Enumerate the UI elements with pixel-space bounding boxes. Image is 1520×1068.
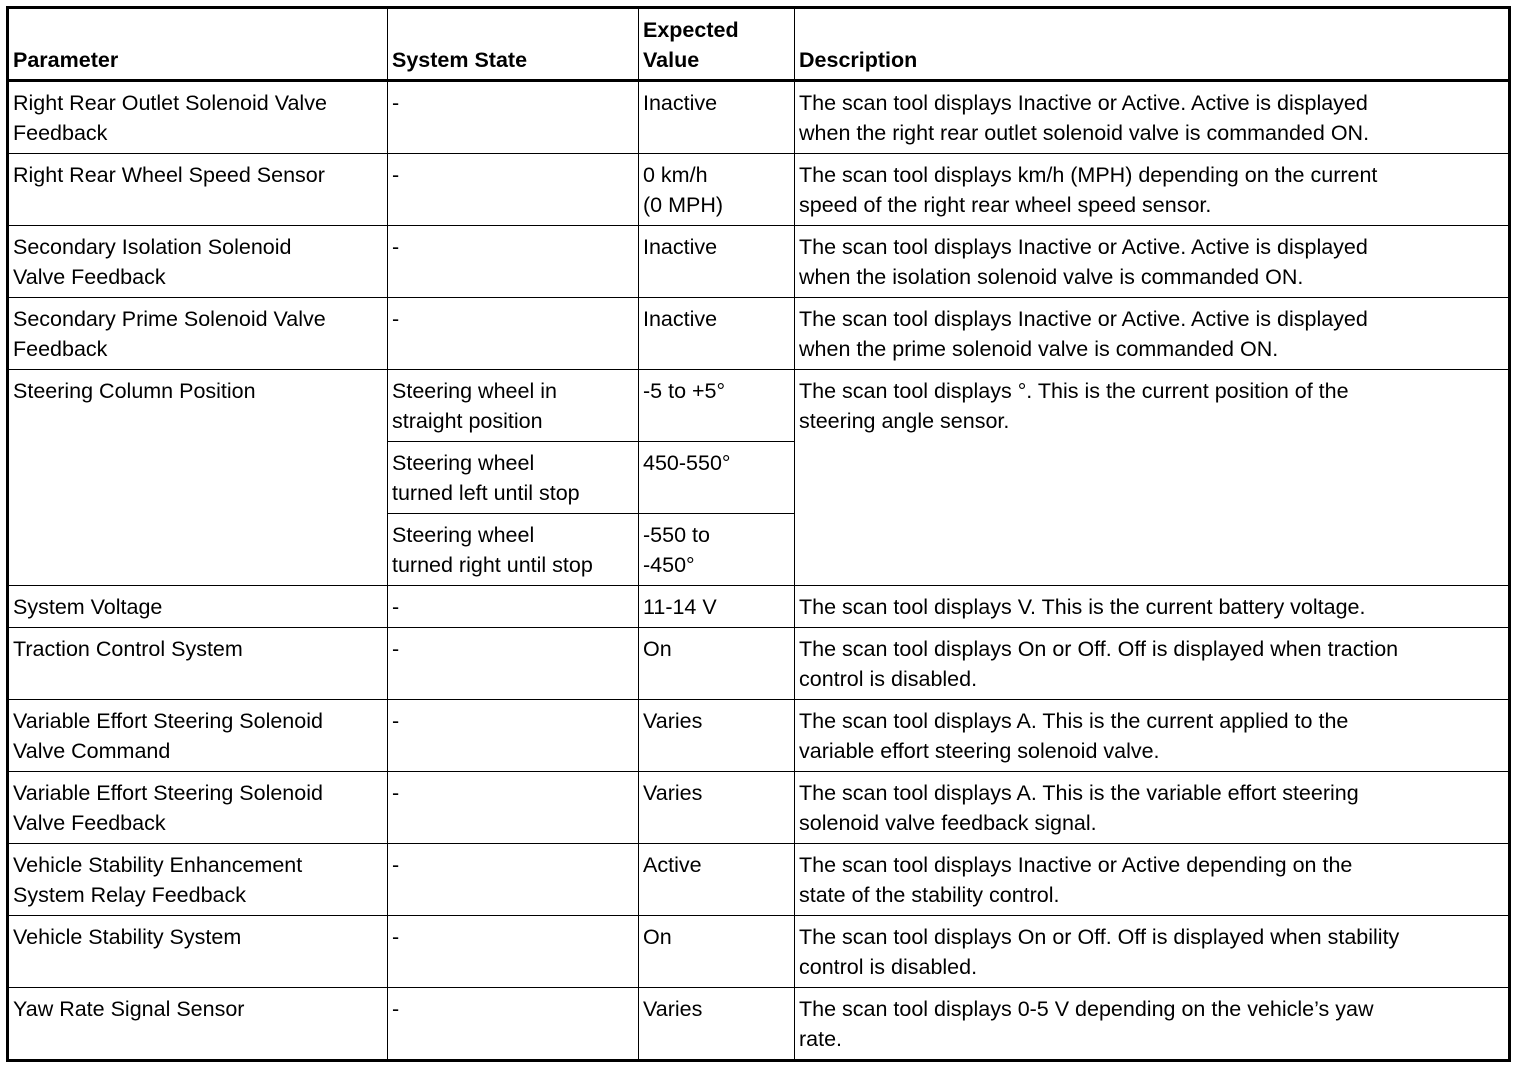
cell-system-state [388, 226, 639, 298]
cell-description-line: state of the stability control. [799, 883, 1060, 907]
cell-expected-value-line: Inactive [643, 307, 718, 331]
cell-expected-value-line: Active [643, 853, 702, 877]
cell-system-state [388, 844, 639, 916]
cell-parameter [8, 628, 388, 700]
cell-parameter-line: Right Rear Wheel Speed Sensor [13, 163, 325, 187]
table-row [8, 772, 1510, 844]
cell-expected-value-line: -450° [643, 553, 695, 577]
cell-expected-value [639, 226, 795, 298]
cell-system-state-line: - [392, 163, 400, 187]
table-row [8, 586, 1510, 628]
table-header-row [8, 8, 1510, 81]
cell-system-state [388, 442, 639, 514]
cell-description-line: variable effort steering solenoid valve. [799, 739, 1160, 763]
cell-parameter [8, 988, 388, 1061]
cell-system-state [388, 628, 639, 700]
cell-parameter [8, 700, 388, 772]
cell-system-state-line: - [392, 307, 400, 331]
cell-description-line: The scan tool displays A. This is the variable effort steering [799, 781, 1359, 805]
cell-system-state [388, 772, 639, 844]
cell-description-line: steering angle sensor. [799, 409, 1010, 433]
cell-system-state-line: turned right until stop [392, 553, 593, 577]
cell-description [795, 370, 1510, 586]
cell-expected-value [639, 628, 795, 700]
cell-parameter [8, 154, 388, 226]
cell-system-state [388, 700, 639, 772]
cell-system-state-line: - [392, 595, 400, 619]
cell-description [795, 298, 1510, 370]
header-expected-value: Expected Value [639, 8, 795, 81]
cell-expected-value-line: Varies [643, 781, 703, 805]
cell-parameter [8, 226, 388, 298]
cell-expected-value-line: 11-14 V [643, 595, 717, 619]
cell-expected-value-line: On [643, 637, 672, 661]
cell-expected-value-line: (0 MPH) [643, 193, 724, 217]
cell-system-state-line: - [392, 925, 400, 949]
cell-parameter-line: Right Rear Outlet Solenoid Valve [13, 91, 327, 115]
cell-description-line: when the isolation solenoid valve is commanded ON. [799, 265, 1304, 289]
cell-expected-value [639, 81, 795, 154]
cell-parameter-line: Feedback [13, 337, 108, 361]
cell-parameter [8, 586, 388, 628]
cell-parameter [8, 81, 388, 154]
cell-expected-value [639, 370, 795, 442]
table-row [8, 844, 1510, 916]
cell-description-line: The scan tool displays On or Off. Off is displayed when traction [799, 637, 1399, 661]
cell-description [795, 916, 1510, 988]
cell-description-line: control is disabled. [799, 955, 978, 979]
cell-expected-value [639, 700, 795, 772]
cell-expected-value-line: -5 to +5° [643, 379, 726, 403]
cell-parameter-line: Yaw Rate Signal Sensor [13, 997, 245, 1021]
cell-description [795, 586, 1510, 628]
cell-system-state [388, 988, 639, 1061]
cell-parameter-line: Vehicle Stability System [13, 925, 242, 949]
cell-system-state [388, 586, 639, 628]
table-row [8, 154, 1510, 226]
cell-system-state-line: straight position [392, 409, 543, 433]
cell-system-state [388, 298, 639, 370]
cell-description [795, 988, 1510, 1061]
table-row [8, 700, 1510, 772]
cell-parameter-line: Feedback [13, 121, 108, 145]
cell-description-line: The scan tool displays A. This is the current applied to the [799, 709, 1349, 733]
cell-description-line: The scan tool displays On or Off. Off is displayed when stability [799, 925, 1400, 949]
table-row [8, 916, 1510, 988]
cell-description [795, 628, 1510, 700]
cell-description-line: The scan tool displays V. This is the current battery voltage. [799, 595, 1366, 619]
cell-description-line: rate. [799, 1027, 843, 1051]
cell-expected-value [639, 772, 795, 844]
cell-system-state-line: Steering wheel in [392, 379, 557, 403]
cell-parameter-line: Variable Effort Steering Solenoid [13, 709, 323, 733]
cell-system-state [388, 370, 639, 442]
cell-expected-value [639, 916, 795, 988]
cell-parameter [8, 772, 388, 844]
cell-description [795, 81, 1510, 154]
cell-description-line: when the prime solenoid valve is commanded ON. [799, 337, 1279, 361]
cell-expected-value [639, 298, 795, 370]
cell-parameter-line: Valve Command [13, 739, 171, 763]
cell-expected-value [639, 514, 795, 586]
cell-expected-value-line: Inactive [643, 235, 718, 259]
cell-description [795, 226, 1510, 298]
cell-system-state-line: - [392, 997, 400, 1021]
cell-parameter [8, 298, 388, 370]
table-row [8, 226, 1510, 298]
scan-tool-data-table [6, 6, 1511, 1062]
cell-parameter [8, 844, 388, 916]
cell-description-line: The scan tool displays °. This is the current position of the [799, 379, 1349, 403]
cell-description-line: The scan tool displays 0-5 V depending on the vehicle’s yaw [799, 997, 1374, 1021]
cell-expected-value-line: Varies [643, 709, 703, 733]
cell-parameter-line: Secondary Isolation Solenoid [13, 235, 292, 259]
cell-expected-value-line: 450-550° [643, 451, 731, 475]
cell-system-state-line: Steering wheel [392, 523, 535, 547]
cell-expected-value [639, 586, 795, 628]
cell-expected-value-line: On [643, 925, 672, 949]
table-row [8, 370, 1510, 442]
cell-parameter-line: Traction Control System [13, 637, 243, 661]
cell-expected-value-line: -550 to [643, 523, 710, 547]
cell-system-state [388, 154, 639, 226]
cell-description [795, 844, 1510, 916]
cell-system-state [388, 514, 639, 586]
cell-system-state-line: Steering wheel [392, 451, 535, 475]
cell-parameter-line: Variable Effort Steering Solenoid [13, 781, 323, 805]
cell-system-state-line: - [392, 637, 400, 661]
cell-parameter [8, 370, 388, 586]
cell-description [795, 154, 1510, 226]
header-system-state: System State [388, 8, 639, 81]
cell-expected-value [639, 988, 795, 1061]
cell-system-state-line: - [392, 91, 400, 115]
cell-parameter-line: Vehicle Stability Enhancement [13, 853, 303, 877]
table-row [8, 628, 1510, 700]
cell-parameter-line: Steering Column Position [13, 379, 256, 403]
table-row [8, 81, 1510, 154]
cell-system-state-line: - [392, 709, 400, 733]
cell-description-line: The scan tool displays Inactive or Active. Active is displayed [799, 91, 1368, 115]
cell-parameter-line: Secondary Prime Solenoid Valve [13, 307, 326, 331]
cell-parameter-line: Valve Feedback [13, 265, 166, 289]
cell-description-line: speed of the right rear wheel speed sensor. [799, 193, 1212, 217]
cell-description-line: The scan tool displays km/h (MPH) depending on the current [799, 163, 1378, 187]
cell-parameter-line: System Voltage [13, 595, 163, 619]
cell-system-state-line: - [392, 853, 400, 877]
cell-parameter-line: System Relay Feedback [13, 883, 247, 907]
cell-system-state-line: - [392, 235, 400, 259]
cell-parameter-line: Valve Feedback [13, 811, 166, 835]
cell-system-state-line: - [392, 781, 400, 805]
cell-description-line: when the right rear outlet solenoid valve is commanded ON. [799, 121, 1370, 145]
cell-expected-value [639, 844, 795, 916]
cell-system-state [388, 916, 639, 988]
cell-description [795, 700, 1510, 772]
cell-system-state-line: turned left until stop [392, 481, 580, 505]
table-body [8, 81, 1510, 1061]
table-row [8, 298, 1510, 370]
cell-expected-value-line: Varies [643, 997, 703, 1021]
cell-description-line: The scan tool displays Inactive or Active. Active is displayed [799, 307, 1368, 331]
table-row [8, 988, 1510, 1061]
cell-expected-value [639, 154, 795, 226]
cell-expected-value [639, 442, 795, 514]
cell-expected-value-line: Inactive [643, 91, 718, 115]
cell-description-line: The scan tool displays Inactive or Active depending on the [799, 853, 1353, 877]
cell-description-line: solenoid valve feedback signal. [799, 811, 1097, 835]
header-parameter: Parameter [8, 8, 388, 81]
cell-parameter [8, 916, 388, 988]
cell-description-line: The scan tool displays Inactive or Active. Active is displayed [799, 235, 1368, 259]
cell-description [795, 772, 1510, 844]
cell-system-state [388, 81, 639, 154]
cell-expected-value-line: 0 km/h [643, 163, 708, 187]
cell-description-line: control is disabled. [799, 667, 978, 691]
header-description: Description [795, 8, 1510, 81]
